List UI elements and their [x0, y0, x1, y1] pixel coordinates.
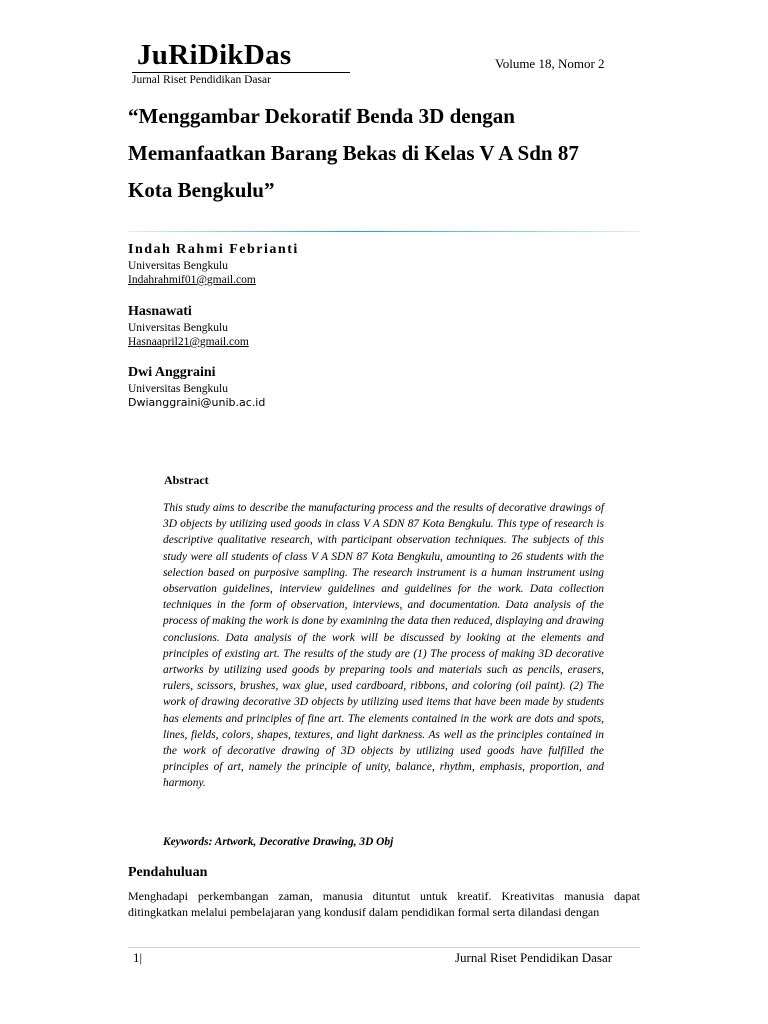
- author-email[interactable]: Dwianggraini@unib.ac.id: [128, 396, 266, 409]
- author-name: Hasnawati: [128, 304, 192, 319]
- author-affiliation: Universitas Bengkulu: [128, 322, 228, 334]
- title-line: Memanfaatkan Barang Bekas di Kelas V A Sdn 87: [128, 141, 579, 165]
- title-line: Kota Bengkulu”: [128, 178, 275, 202]
- introduction-paragraph: Menghadapi perkembangan zaman, manusia dituntut untuk kreatif. Kreativitas manusia dapat ditingkatkan melalui pembelajaran yang kondusif dalam pendidikan formal serta dilandasi dengan: [128, 889, 640, 919]
- title-divider: [128, 231, 640, 232]
- abstract-body: This study aims to describe the manufacturing process and the results of decorative drawings of 3D objects by utilizing used goods in class V A SDN 87 Kota Bengkulu. This type of research is descriptive qualitative research, with participant observation techniques. The subjects of this study were all students of class V A SDN 87 Kota Bengkulu, amounting to 26 students with the selection based on purposive sampling. The research instrument is a human instrument using observation guidelines, interview guidelines and guidelines for the work. Data collection techniques in the form of observation, interviews, and documentation. Data analysis of the process of making the work is done by examining the data then reduced, displaying and drawing conclusions. Data analysis of the work will be discussed by looking at the elements and principles of existing art. The results of the study are (1) The process of making 3D decorative artworks by utilizing used goods by preparing tools and materials such as pencils, erasers, rulers, scissors, brushes, wax glue, used cardboard, ribbons, and coloring (oil paint). (2) The work of drawing decorative 3D objects by utilizing used items that have been made by students has elements and principles of fine art. The elements contained in the work are dots and spots, lines, fields, colors, shapes, textures, and light darkness. As well as the principles contained in the work of decorative drawing of 3D objects by utilizing used goods have fulfilled the principles of art, namely the principle of unity, balance, rhythm, emphasis, proportion, and harmony.: [163, 502, 604, 790]
- author-block: [128, 364, 428, 410]
- page-number: 1|: [133, 950, 143, 965]
- author-name: Dwi Anggraini: [128, 365, 216, 380]
- footer-journal-name: Jurnal Riset Pendidikan Dasar: [455, 950, 613, 965]
- abstract-heading: Abstract: [164, 473, 209, 487]
- keywords: Keywords: Artwork, Decorative Drawing, 3D Obj: [163, 836, 394, 848]
- author-block: [128, 303, 428, 349]
- author-email[interactable]: Indahrahmif01@gmail.com: [128, 274, 256, 286]
- author-block: [128, 241, 428, 287]
- journal-subtitle: Jurnal Riset Pendidikan Dasar: [132, 74, 271, 86]
- journal-name-underline: [132, 72, 350, 73]
- author-affiliation: Universitas Bengkulu: [128, 383, 228, 395]
- paper-title: [128, 98, 648, 209]
- journal-name: JuRiDikDas: [137, 39, 292, 71]
- author-name: Indah Rahmi Febrianti: [128, 242, 299, 257]
- title-line: “Menggambar Dekoratif Benda 3D dengan: [128, 104, 515, 128]
- author-email[interactable]: Hasnaapril21@gmail.com: [128, 336, 249, 348]
- volume-label: Volume 18, Nomor 2: [495, 56, 605, 71]
- author-affiliation: Universitas Bengkulu: [128, 260, 228, 272]
- section-heading-pendahuluan: Pendahuluan: [128, 865, 208, 880]
- footer-divider: [128, 947, 640, 948]
